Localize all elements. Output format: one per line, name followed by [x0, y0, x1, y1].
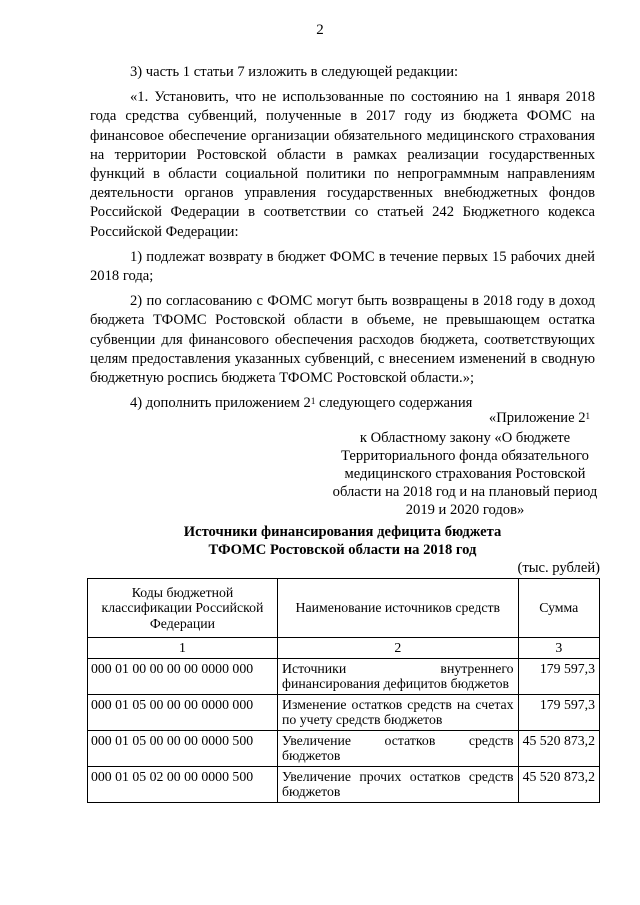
row-code: 000 01 05 00 00 00 0000 500 — [88, 730, 278, 766]
colnum-2: 2 — [278, 638, 519, 659]
item-4-text: 4) дополнить приложением 2 — [130, 395, 311, 412]
item-4-suffix: следующего содержания — [315, 395, 473, 412]
appendix-title: «Приложение $2^1$ — [488, 410, 590, 426]
table-row — [88, 658, 600, 694]
table-row — [88, 730, 600, 766]
paragraph-subitem-1: 1) подлежат возврату в бюджет ФОМС в течение первых 15 рабочих дней 2018 года; — [90, 248, 595, 285]
paragraph-item-3: 3) часть 1 статьи 7 изложить в следующей редакции: — [130, 64, 459, 80]
colnum-3: 3 — [518, 638, 599, 659]
paragraph-subitem-2: 2) по согласованию с ФОМС могут быть возвращены в 2018 году в доход бюджета ТФОМС Ростовской области в объеме, не превышающем остатка субвенции для финансового обеспечения расходов бюджета, соответствующих целям предоставления указанных субвенций, с внесением изменений в сводную бюджетную роспись бюджета ТФОМС Ростовской области.»; — [90, 293, 595, 387]
table-title-line-2: ТФОМС Ростовской области на 2018 год — [208, 542, 477, 558]
table-row — [88, 766, 600, 802]
row-name: Источники внутреннего финансирования дефицитов бюджетов — [278, 658, 519, 694]
table-row — [88, 694, 600, 730]
paragraph-article-text: «1. Установить, что не использованные по состоянию на 1 января 2018 года средства субвенций, полученные в 2017 году из бюджета ФОМС на финансовое обеспечение организации обязательного медицинского страхования на территории Ростовской области в рамках реализации государственных функций в области социальной политики по непрограммным направлениям деятельности органов управления государственных внебюджетных фондов Российской Федерации в соответствии со статьей 242 Бюджетного кодекса Российской Федерации: — [90, 89, 595, 240]
table-title — [90, 523, 595, 559]
document-body — [90, 63, 595, 419]
table-colnum-row — [88, 638, 600, 659]
header-codes: Коды бюджетной классификации Российской Федерации — [88, 579, 278, 638]
page-number: 2 — [316, 22, 324, 38]
table-header-row — [88, 579, 600, 638]
table-title-line-1: Источники финансирования дефицита бюджета — [183, 524, 502, 540]
row-sum: 45 520 873,2 — [518, 730, 599, 766]
row-code: 000 01 05 02 00 00 0000 500 — [88, 766, 278, 802]
sources-table — [87, 578, 600, 803]
row-name: Увеличение остатков средств бюджетов — [278, 730, 519, 766]
row-sum: 45 520 873,2 — [518, 766, 599, 802]
row-name: Увеличение прочих остатков средств бюджетов — [278, 766, 519, 802]
item-4-sup: 1 — [310, 396, 316, 407]
appendix-text: к Областному закону «О бюджете Территориального фонда обязательного медицинского страхования Ростовской области на 2018 год и на плановый период 2019 и 2020 годов» — [332, 430, 598, 518]
units-label: (тыс. рублей) — [517, 560, 600, 576]
colnum-1: 1 — [88, 638, 278, 659]
header-name: Наименование источников средств — [278, 579, 519, 638]
row-code: 000 01 00 00 00 00 0000 000 — [88, 658, 278, 694]
row-name: Изменение остатков средств на счетах по учету средств бюджетов — [278, 694, 519, 730]
appendix-header — [330, 409, 600, 519]
row-sum: 179 597,3 — [518, 658, 599, 694]
header-sum: Сумма — [518, 579, 599, 638]
row-code: 000 01 05 00 00 00 0000 000 — [88, 694, 278, 730]
row-sum: 179 597,3 — [518, 694, 599, 730]
